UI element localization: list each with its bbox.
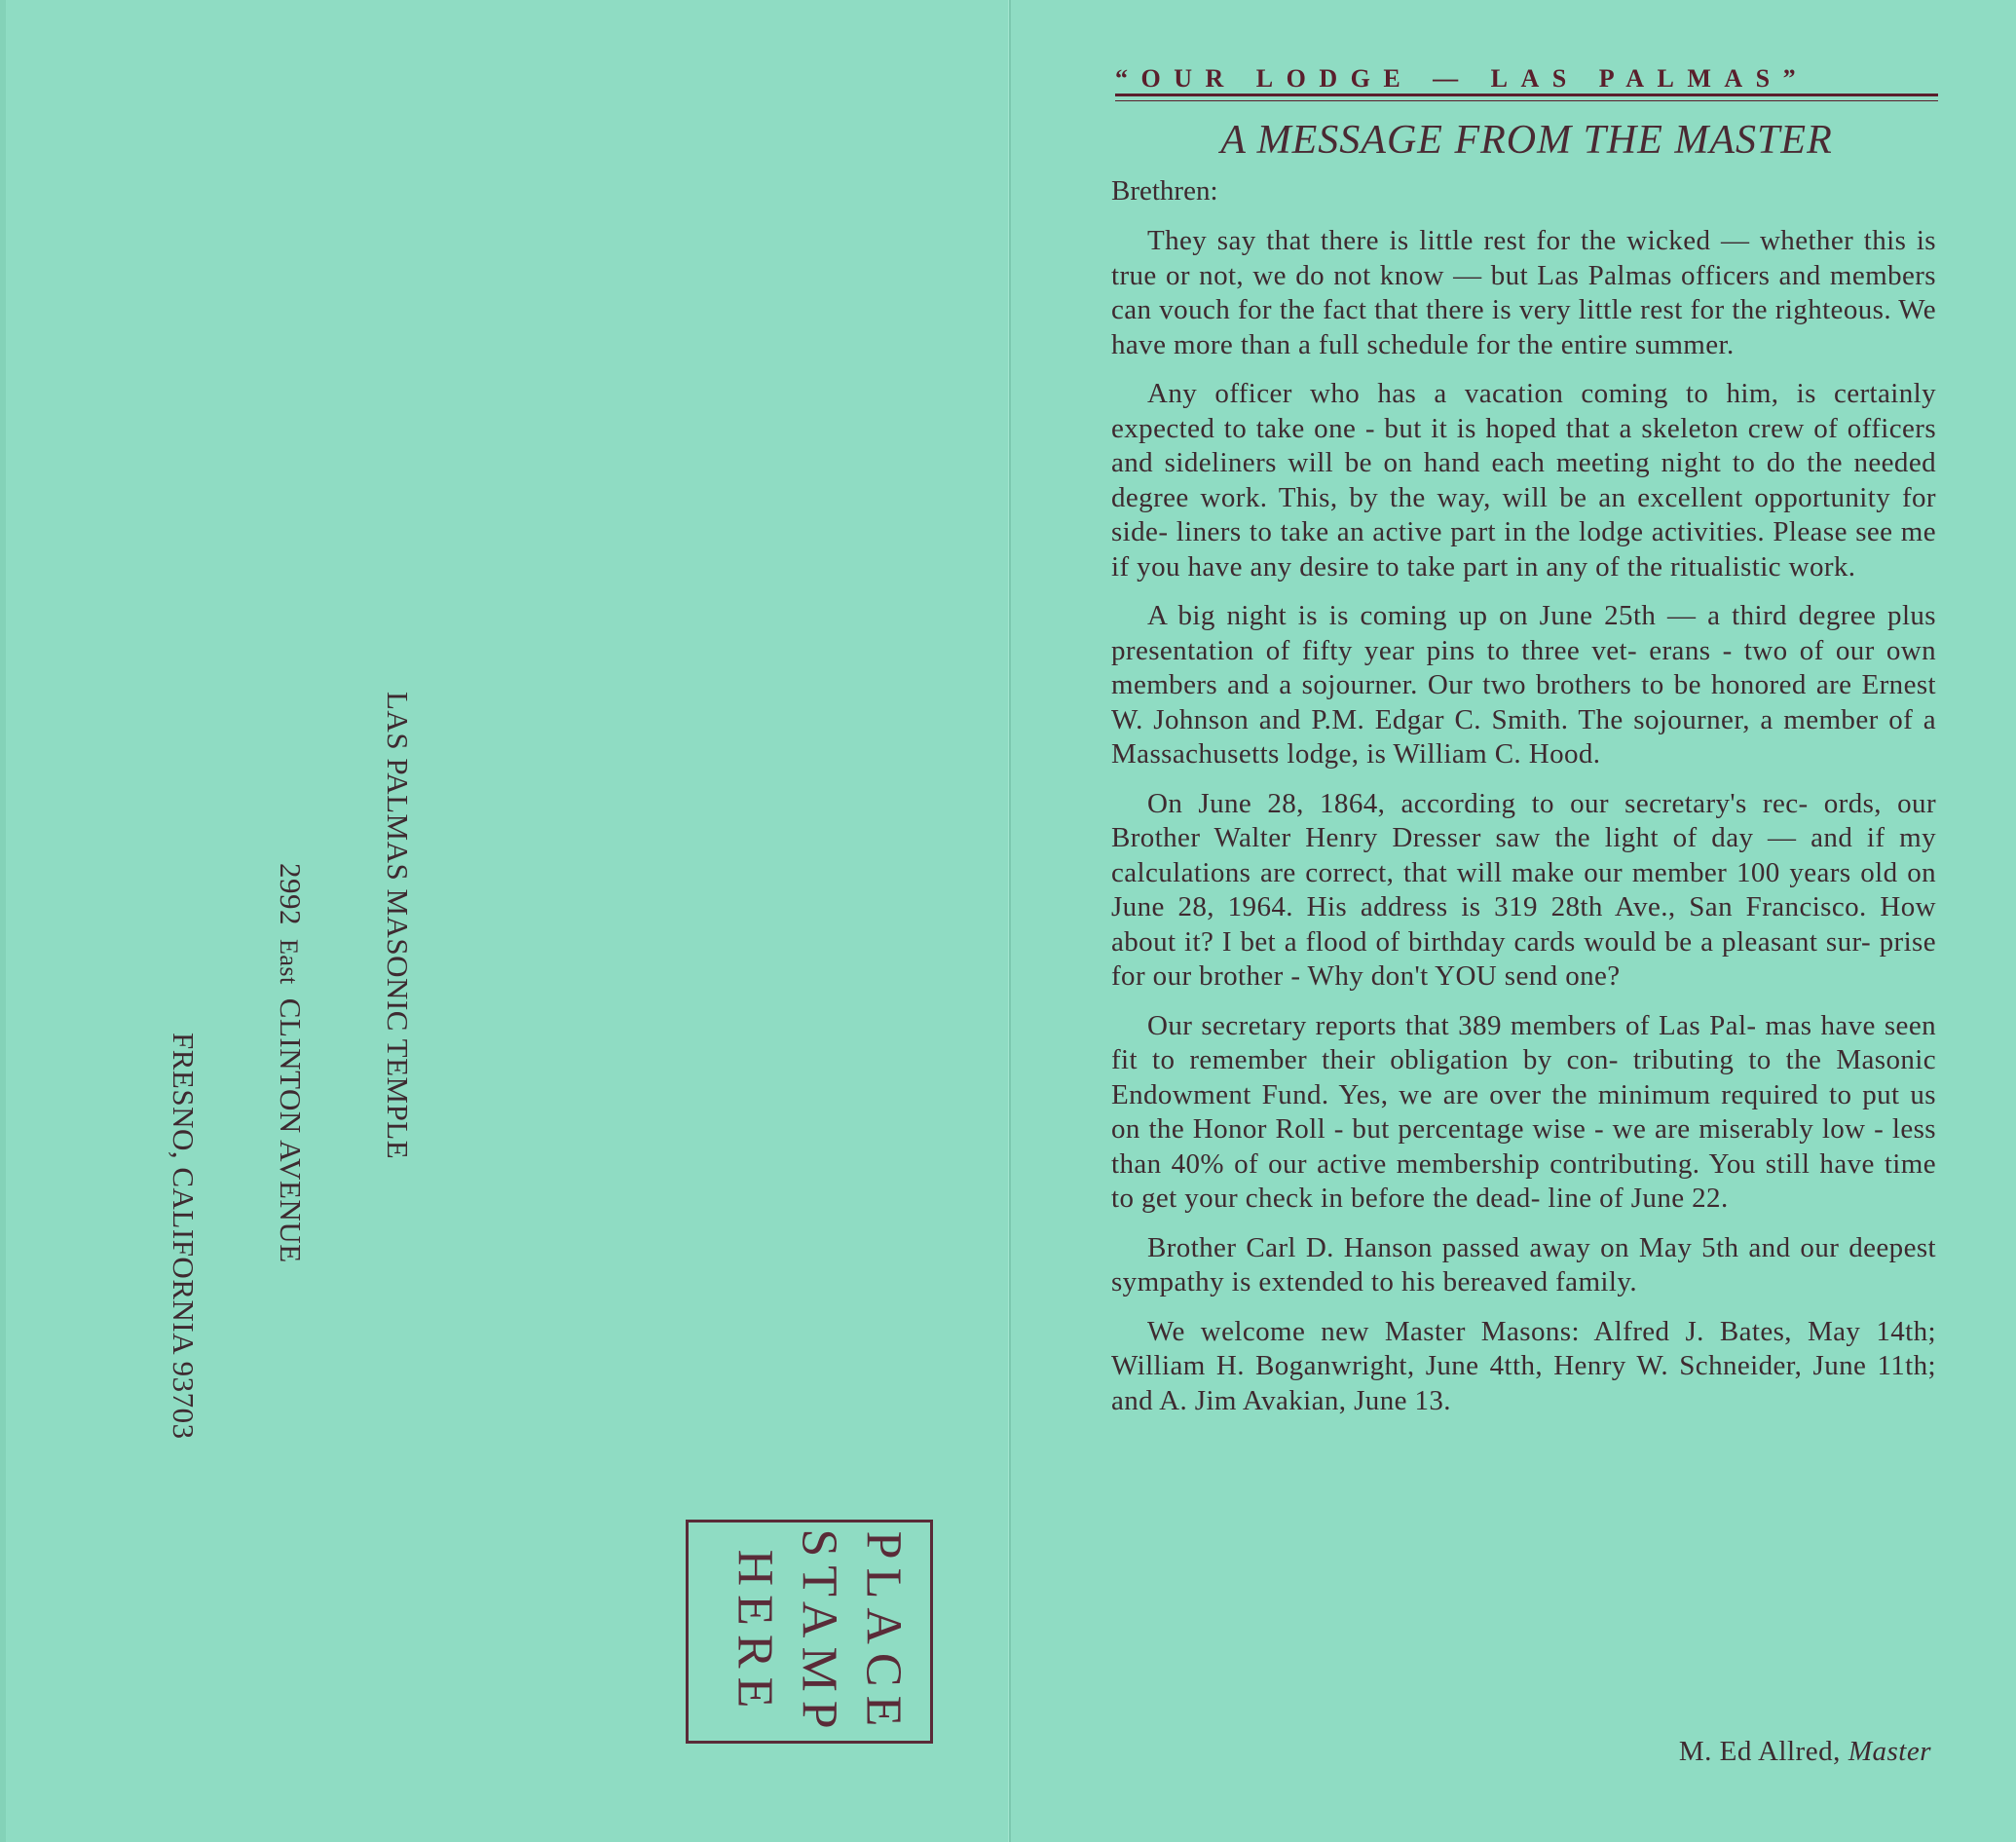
letter-body <box>1111 224 1936 1433</box>
stamp-placeholder-box <box>686 1520 933 1744</box>
newsletter-header: “OUR LODGE — LAS PALMAS” <box>1115 64 1810 93</box>
signature <box>1115 1736 1931 1768</box>
paragraph: We welcome new Master Masons: Alfred J. Bates, May 14th; William H. Boganwright, June 4tth, Henry W. Schneider, June 11th; and A. Jim Avakian, June 13. <box>1111 1315 1936 1416</box>
address-city: FRESNO, CALIFORNIA 93703 <box>167 1033 201 1440</box>
paper-edge <box>0 0 6 1842</box>
paragraph: On June 28, 1864, according to our secretary's rec- ords, our Brother Walter Henry Dresser saw the light of day — and if my calculations are correct, that will make our member 100 years old on June 28, 1964. His address is 319 28th Ave., San Francisco. How about it? I bet a flood of birthday cards would be a pleasant sur- prise for our brother - Why don't YOU send one? <box>1111 787 1936 992</box>
paragraph: They say that there is little rest for the wicked — whether this is true or not, we do not know — but Las Palmas officers and members can vouch for the fact that there is very little rest for the righteous. We have more than a full schedule for the entire summer. <box>1111 225 1936 360</box>
stamp-word-stamp: STAMP <box>791 1527 847 1738</box>
signature-role: Master <box>1848 1736 1931 1767</box>
address-street <box>273 863 308 1263</box>
street-number: 2992 <box>274 863 308 925</box>
address-organization: LAS PALMAS MASONIC TEMPLE <box>381 692 415 1160</box>
paragraph: A big night is is coming up on June 25th — a third degree plus presentation of fifty year pins to three vet- erans - two of our own members and a sojourner. Our two brothers to be honored are Ernest W. Johnson and P.M. Edgar C. Smith. The sojourner, a member of a Massachusetts lodge, is William C. Hood. <box>1111 600 1936 770</box>
paragraph: Our secretary reports that 389 members of Las Pal- mas have seen fit to remember their obligation by con- tributing to the Masonic Endowment Fund. Yes, we are over the minimum required to put us on the Honor Roll - but percentage wise - we are miserably low - less than 40% of our active membership contributing. You still have time to get your check in before the dead- line of June 22. <box>1111 1009 1936 1214</box>
page-title: A MESSAGE FROM THE MASTER <box>1220 118 1833 163</box>
street-name: CLINTON AVENUE <box>274 997 308 1263</box>
salutation: Brethren: <box>1111 175 1218 207</box>
signature-name: M. Ed Allred, <box>1678 1736 1841 1767</box>
stamp-word-here: HERE <box>727 1549 783 1716</box>
center-fold <box>1008 0 1011 1842</box>
street-direction: East <box>275 939 303 985</box>
header-rule-thin <box>1115 100 1938 101</box>
paragraph: Brother Carl D. Hanson passed away on May 5th and our deepest sympathy is extended to his bereaved family. <box>1111 1231 1936 1297</box>
stamp-word-place: PLACE <box>855 1530 912 1735</box>
paragraph: Any officer who has a vacation coming to him, is certainly expected to take one - but it is hoped that a skeleton crew of officers and sideliners will be on hand each meeting night to do the needed degree work. This, by the way, will be an excellent opportunity for side- liners to take an active part in the lodge activities. Please see me if you have any desire to take part in any of the ritualistic work. <box>1111 378 1936 583</box>
header-rule-thick <box>1115 94 1938 96</box>
